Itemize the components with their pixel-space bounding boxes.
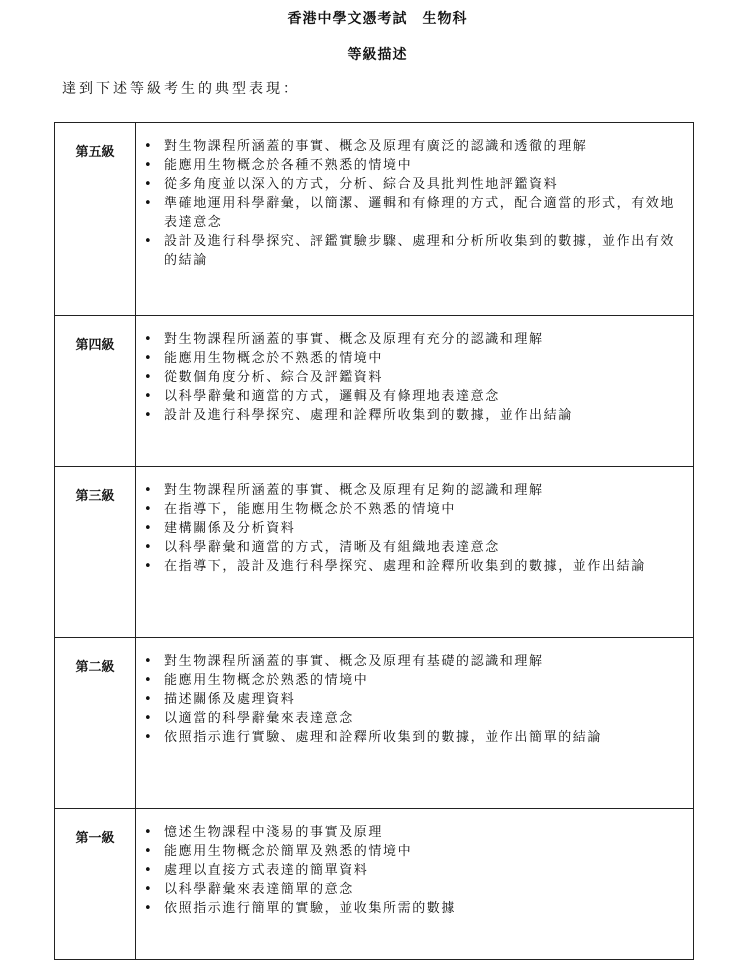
descriptor-item: • 設計及進行科學探究、處理和詮釋所收集到的數據，並作出結論 bbox=[136, 406, 685, 425]
descriptor-item: • 在指導下，設計及進行科學探究、處理和詮釋所收集到的數據，並作出結論 bbox=[136, 557, 685, 576]
descriptor-item: • 準確地運用科學辭彙，以簡潔、邏輯和有條理的方式，配合適當的形式，有效地表達意念 bbox=[136, 194, 685, 232]
descriptor-list bbox=[136, 481, 685, 576]
descriptor-item: • 對生物課程所涵蓋的事實、概念及原理有廣泛的認識和透徹的理解 bbox=[136, 137, 685, 156]
grade-label-4: 第四級 bbox=[55, 316, 136, 467]
descriptor-item: • 從數個角度分析、綜合及評鑑資料 bbox=[136, 368, 685, 387]
descriptor-item: • 設計及進行科學探究、評鑑實驗步驟、處理和分析所收集到的數據，並作出有效的結論 bbox=[136, 232, 685, 270]
descriptor-item: • 依照指示進行實驗、處理和詮釋所收集到的數據，並作出簡單的結論 bbox=[136, 728, 685, 747]
descriptor-item: • 以適當的科學辭彙來表達意念 bbox=[136, 709, 685, 728]
intro-text: 達到下述等級考生的典型表現： bbox=[62, 81, 300, 97]
grade-description-5 bbox=[136, 123, 694, 316]
descriptor-item: • 處理以直接方式表達的簡單資料 bbox=[136, 861, 685, 880]
descriptor-list bbox=[136, 823, 685, 918]
descriptor-list bbox=[136, 330, 685, 425]
descriptor-item: • 憶述生物課程中淺易的事實及原理 bbox=[136, 823, 685, 842]
page-title: 香港中學文憑考試 生物科 bbox=[287, 11, 468, 27]
descriptor-list bbox=[136, 137, 685, 270]
grade-description-1 bbox=[136, 809, 694, 960]
descriptor-item: • 建構關係及分析資料 bbox=[136, 519, 685, 538]
descriptor-item: • 依照指示進行簡單的實驗，並收集所需的數據 bbox=[136, 899, 685, 918]
descriptor-item: • 從多角度並以深入的方式，分析、綜合及具批判性地評鑑資料 bbox=[136, 175, 685, 194]
descriptor-item: • 在指導下，能應用生物概念於不熟悉的情境中 bbox=[136, 500, 685, 519]
descriptor-list bbox=[136, 652, 685, 747]
descriptor-item: • 能應用生物概念於不熟悉的情境中 bbox=[136, 349, 685, 368]
descriptor-item: • 描述關係及處理資料 bbox=[136, 690, 685, 709]
descriptor-item: • 能應用生物概念於熟悉的情境中 bbox=[136, 671, 685, 690]
descriptor-item: • 能應用生物概念於簡單及熟悉的情境中 bbox=[136, 842, 685, 861]
descriptor-item: • 能應用生物概念於各種不熟悉的情境中 bbox=[136, 156, 685, 175]
grade-description-2 bbox=[136, 638, 694, 809]
grade-label-3: 第三級 bbox=[55, 467, 136, 638]
grade-row-3 bbox=[55, 467, 694, 638]
grade-label-1: 第一級 bbox=[55, 809, 136, 960]
grade-row-4 bbox=[55, 316, 694, 467]
grade-row-2 bbox=[55, 638, 694, 809]
descriptor-item: • 對生物課程所涵蓋的事實、概念及原理有充分的認識和理解 bbox=[136, 330, 685, 349]
grade-label-5: 第五級 bbox=[55, 123, 136, 316]
grade-label-2: 第二級 bbox=[55, 638, 136, 809]
grade-description-3 bbox=[136, 467, 694, 638]
descriptor-item: • 以科學辭彙和適當的方式，邏輯及有條理地表達意念 bbox=[136, 387, 685, 406]
grade-description-4 bbox=[136, 316, 694, 467]
page-subtitle: 等級描述 bbox=[347, 47, 408, 63]
grade-row-5 bbox=[55, 123, 694, 316]
descriptor-item: • 對生物課程所涵蓋的事實、概念及原理有基礎的認識和理解 bbox=[136, 652, 685, 671]
grade-descriptors-table bbox=[54, 122, 694, 960]
descriptor-item: • 對生物課程所涵蓋的事實、概念及原理有足夠的認識和理解 bbox=[136, 481, 685, 500]
descriptor-item: • 以科學辭彙和適當的方式，清晰及有組織地表達意念 bbox=[136, 538, 685, 557]
descriptor-item: • 以科學辭彙來表達簡單的意念 bbox=[136, 880, 685, 899]
grade-row-1 bbox=[55, 809, 694, 960]
